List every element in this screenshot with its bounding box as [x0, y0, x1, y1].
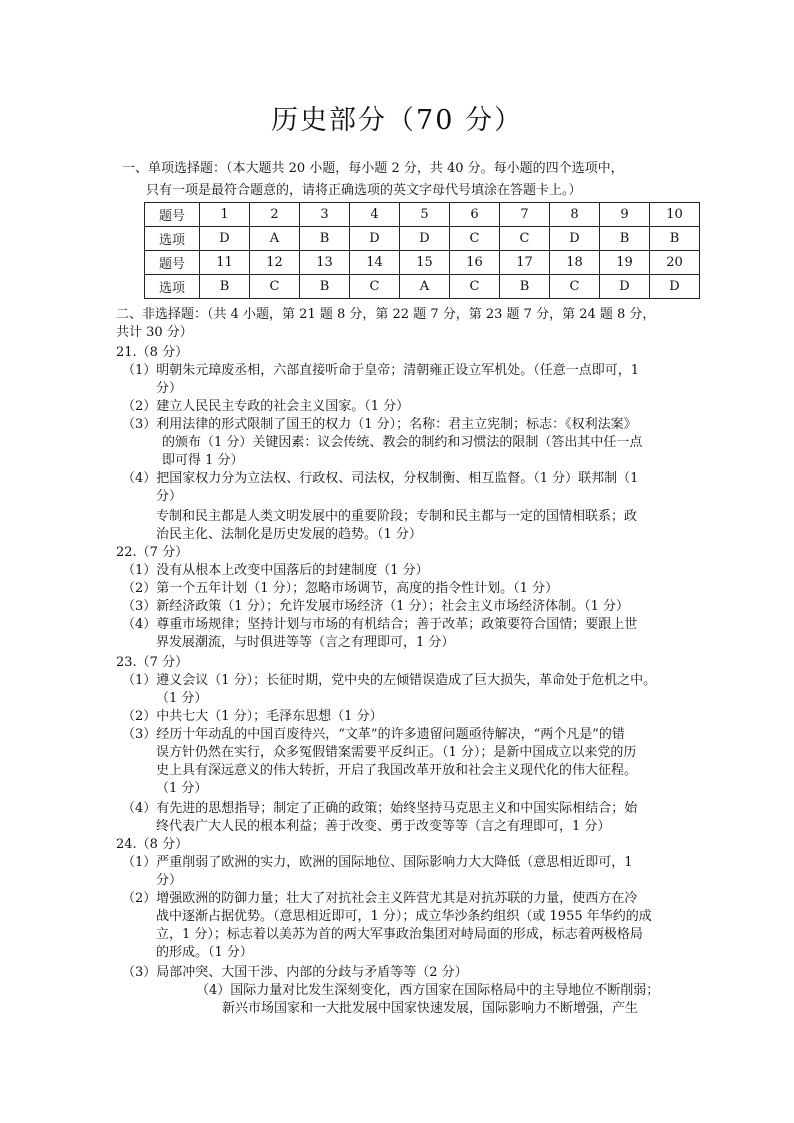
answer-table-cell: 3	[300, 203, 350, 227]
answer-line: 分）	[156, 489, 183, 504]
answer-table-cell: D	[650, 275, 700, 299]
answer-line: 22.（7 分）	[116, 545, 189, 560]
answer-line: 立，1 分）；标志着以美苏为首的两大军事政治集团对峙局面的形成，标志着两极格局	[156, 927, 643, 942]
answer-line: （1）遵义会议（1 分）；长征时期，党中央的左倾错误造成了巨大损失，革命处于危机之中。	[122, 673, 657, 688]
answer-line: （1）没有从根本上改变中国落后的封建制度（1 分）	[122, 563, 429, 578]
answer-line: （3）利用法律的形式限制了国王的权力（1 分）；名称：君主立宪制；标志：《权利法案》	[122, 417, 637, 432]
answer-table-cell: 1	[200, 203, 250, 227]
answer-table-row-label: 题号	[145, 203, 200, 227]
answer-line: 24.（8 分）	[116, 837, 189, 852]
answer-line: 共计 30 分）	[116, 325, 193, 340]
answer-line: （3）局部冲突、大国干涉、内部的分歧与矛盾等等（2 分）	[122, 965, 468, 980]
answer-table-cell: 13	[300, 251, 350, 275]
answer-table-cell: 8	[550, 203, 600, 227]
answer-line: （1）明朝朱元璋废丞相，六部直接听命于皇帝；清朝雍正设立军机处。（任意一点即可，1	[122, 363, 640, 378]
answer-table-cell: 18	[550, 251, 600, 275]
answer-table-cell: 16	[450, 251, 500, 275]
answer-table-cell: B	[200, 275, 250, 299]
answer-table-cell: C	[450, 227, 500, 251]
answer-line: 误方针仍然在实行，众多冤假错案需要平反纠正。（1 分）；是新中国成立以来党的历	[156, 745, 637, 760]
answer-table-cell: B	[300, 227, 350, 251]
answer-table-cell: 6	[450, 203, 500, 227]
answer-table-cell: B	[500, 275, 550, 299]
answer-table-cell: B	[600, 227, 650, 251]
answer-table-cell: 17	[500, 251, 550, 275]
answer-line: 治民主化、法制化是历史发展的趋势。（1 分）	[156, 527, 422, 542]
answer-line: （1）严重削弱了欧洲的实力，欧洲的国际地位、国际影响力大大降低（意思相近即可，1	[122, 855, 633, 870]
answer-line: （2）第一个五年计划（1 分）；忽略市场调节，高度的指令性计划。（1 分）	[122, 581, 559, 596]
answer-table-cell: B	[650, 227, 700, 251]
answer-line: 的颁布（1 分）关键因素：议会传统、教会的制约和习惯法的限制（答出其中任一点	[162, 435, 643, 450]
answer-line: 界发展潮流，与时俱进等等（言之有理即可，1 分）	[156, 635, 455, 650]
answer-line: （4）尊重市场规律；坚持计划与市场的有机结合；善于改革；政策要符合国情；要跟上世	[122, 617, 638, 632]
answer-line: （4）把国家权力分为立法权、行政权、司法权，分权制衡、相互监督。（1 分）联邦制（1	[122, 471, 639, 486]
answer-line: 分）	[156, 873, 183, 888]
answer-line: （1 分）	[156, 691, 208, 706]
answer-line: （2）增强欧洲的防御力量；壮大了对抗社会主义阵营尤其是对抗苏联的力量，使西方在冷	[122, 891, 638, 906]
answer-table-cell: D	[200, 227, 250, 251]
answer-table-cell: 12	[250, 251, 300, 275]
answer-table-cell: 9	[600, 203, 650, 227]
answer-line: （1 分）	[156, 781, 208, 796]
answer-table-cell: 11	[200, 251, 250, 275]
answer-table-row-label: 选项	[145, 275, 200, 299]
answer-table-row-label: 题号	[145, 251, 200, 275]
answer-line: 专制和民主都是人类文明发展中的重要阶段；专制和民主都与一定的国情相联系；政	[156, 509, 638, 524]
answer-table-row-label: 选项	[145, 227, 200, 251]
answer-line: （2）建立人民民主专政的社会主义国家。（1 分）	[122, 399, 410, 414]
section1-heading-cont: 只有一项是最符合题意的，请将正确选项的英文字母代号填涂在答题卡上。）	[146, 183, 582, 198]
answer-table-cell: C	[450, 275, 500, 299]
page-title: 历史部分（70 分）	[271, 105, 523, 136]
answer-table-cell: D	[600, 275, 650, 299]
answer-table-cell: D	[400, 227, 450, 251]
answer-table-cell: A	[400, 275, 450, 299]
answer-table-cell: C	[500, 227, 550, 251]
answer-table-cell: C	[350, 275, 400, 299]
answer-line: （2）中共七大（1 分）；毛泽东思想（1 分）	[122, 709, 383, 724]
answer-table-row	[145, 251, 700, 275]
answer-table-cell: C	[550, 275, 600, 299]
answer-line: 21.（8 分）	[116, 345, 189, 360]
section1-heading: 一、单项选择题：（本大题共 20 小题，每小题 2 分，共 40 分。每小题的四个选项中，	[122, 161, 624, 176]
answer-line: 分）	[156, 381, 183, 396]
answer-table-cell: 10	[650, 203, 700, 227]
answer-line: 23.（7 分）	[116, 655, 189, 670]
answer-table-cell: B	[300, 275, 350, 299]
answer-table-cell: A	[250, 227, 300, 251]
answer-line: （3）新经济政策（1 分）；允许发展市场经济（1 分）；社会主义市场经济体制。（1 分）	[122, 599, 629, 614]
answer-line: 二、非选择题：（共 4 小题，第 21 题 8 分，第 22 题 7 分，第 23 题 7 分，第 24 题 8 分，	[116, 307, 656, 322]
answer-line: 的形成。（1 分）	[156, 945, 253, 960]
answer-line: 新兴市场国家和一大批发展中国家快速发展，国际影响力不断增强，产生	[222, 1001, 639, 1016]
answer-table-row	[145, 275, 700, 299]
answer-line: （3）经历十年动乱的中国百废待兴，“文革”的许多遗留问题亟待解决，“两个凡是”的错	[122, 727, 625, 742]
answer-table-cell: D	[550, 227, 600, 251]
answer-table-cell: 15	[400, 251, 450, 275]
answer-line: （4）有先进的思想指导；制定了正确的政策；始终坚持马克思主义和中国实际相结合；始	[122, 801, 638, 816]
answer-line: 史上具有深远意义的伟大转折，开启了我国改革开放和社会主义现代化的伟大征程。	[156, 763, 638, 778]
answer-line: （4）国际力量对比发生深刻变化，西方国家在国际格局中的主导地位不断削弱；	[196, 983, 660, 998]
answer-table	[144, 202, 700, 299]
answer-table-cell: 14	[350, 251, 400, 275]
answer-table-cell: 2	[250, 203, 300, 227]
answer-table-cell: 20	[650, 251, 700, 275]
answer-table-cell: 19	[600, 251, 650, 275]
answer-line: 终代表广大人民的根本利益；善于改变、勇于改变等等（言之有理即可，1 分）	[156, 819, 611, 834]
answer-line: 战中逐渐占据优势。（意思相近即可，1 分）；成立华沙条约组织（或 1955 年华约的成	[156, 909, 652, 924]
answer-line: 即可得 1 分）	[162, 453, 244, 468]
answer-table-row	[145, 203, 700, 227]
answer-table-cell: 7	[500, 203, 550, 227]
answer-table-cell: D	[350, 227, 400, 251]
answer-table-row	[145, 227, 700, 251]
answer-table-cell: 4	[350, 203, 400, 227]
answer-table-cell: 5	[400, 203, 450, 227]
answer-table-cell: C	[250, 275, 300, 299]
